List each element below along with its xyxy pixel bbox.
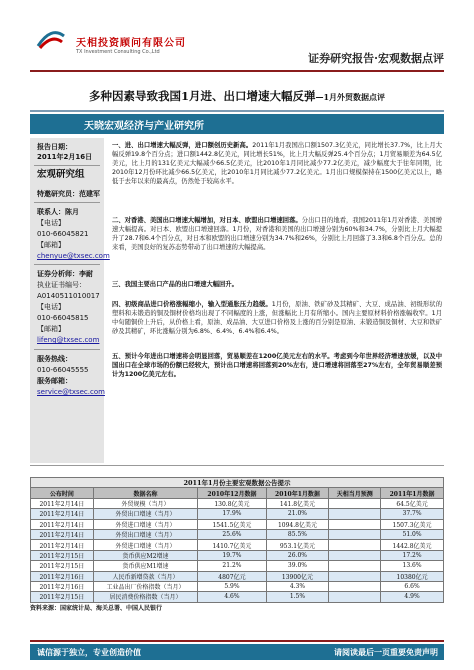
table-cell: 2011年2月16日 <box>31 571 94 581</box>
table-cell: 2011年2月14日 <box>31 529 94 539</box>
footer-divider <box>30 640 444 642</box>
table-row <box>31 509 444 519</box>
guest-analyst: 特邀研究员：范建军 <box>37 190 100 198</box>
paragraph-4-text: 1月份，原油、铁矿砂及其精矿、大豆、成品油、初级形状的塑料和未锻造的铜及铜材价格均出现了不同幅度的上涨，但涨幅比上月有所缩小。国内主要原材料价格涨幅收窄。1月中旬随铜价上升后，从价格上看，原油、成品油、大豆进口价格及上涨的百分别是原油、未锻造铜及铜材、大豆和铁矿砂及其精矿，环比涨幅分别为6.8%、6.4%、6.4%和6.4%。 <box>112 301 442 336</box>
report-title-main: 多种因素导致我国1月进、出口增速大幅反弹 <box>88 89 316 103</box>
table-cell <box>329 550 381 560</box>
table-cell: 2011年2月14日 <box>31 519 94 529</box>
table-cell: 2011年2月14日 <box>31 540 94 550</box>
table-cell: 39.0% <box>266 561 329 571</box>
table-cell: 141.8亿美元 <box>266 498 329 508</box>
contact-tel: 010-66045821 <box>37 230 89 238</box>
paragraph-5-text: 五、预计今年进出口增速将会明显回落，贸易顺差在1200亿美元左右的水平。考虑到今年世界经济增速放缓，以及中国出口在全球市场的份额已经较大，预计出口增速将回落到20%左右，进口增速将回落至27%左右，全年贸易顺差预计为1200亿美元左右。 <box>112 353 442 379</box>
research-group: 宏观研究组 <box>37 169 85 180</box>
table-cell <box>329 581 381 591</box>
macro-data-table <box>30 477 444 603</box>
table-cell: 1410.7亿美元 <box>198 540 266 550</box>
table-cell <box>329 498 381 508</box>
report-date: 2011年2月16日 <box>37 153 93 161</box>
table-row <box>31 540 444 550</box>
table-cell: 外贸规模（当月） <box>93 498 198 508</box>
cert-label: 执业证书编号： <box>37 281 86 289</box>
table-cell: 1541.5亿美元 <box>198 519 266 529</box>
table-cell: 37.7% <box>381 509 444 519</box>
table-cell: 外贸进口增速（当月） <box>93 540 198 550</box>
table-cell: 1.5% <box>266 592 329 602</box>
table-cell: 21.0% <box>266 509 329 519</box>
brand-name-en: TX Investment Consulting Co.,Ltd <box>76 49 160 55</box>
paragraph-3-heading: 三、我国主要出口产品的出口增速大幅回升。 <box>112 281 238 288</box>
paragraph-3 <box>112 280 442 289</box>
table-row <box>31 550 444 560</box>
report-subtitle: —1月外贸数据点评 <box>315 92 386 102</box>
table-row <box>31 592 444 602</box>
table-caption: 2011年1月份主要宏观数据公告提示 <box>31 478 444 488</box>
paragraph-5 <box>112 352 442 397</box>
table-cell: 21.2% <box>198 561 266 571</box>
sidebar-divider <box>34 165 100 166</box>
brand-name-cn: 天相投资顾问有限公司 <box>76 38 186 49</box>
analyst-email-link[interactable]: lifeng@txsec.com <box>37 336 100 344</box>
footer-slogan: 诚信源于独立，专业创造价值 <box>37 648 141 657</box>
table-cell <box>329 592 381 602</box>
table-cell: 85.5% <box>266 529 329 539</box>
paragraph-2-text: 分出口目的地看，我国2011年1月对香港、美国增速大幅提高。对日本、欧盟出口增速回落。1月份，对香港和美国的出口增速分别为60%和34.7%，分别比上月大幅提升了28.7和6.4个百分点，对日本和欧盟的出口增速分别为34.7%和26%，分别比上月回落了3.3和6.8个百分点。总的来看，美国良好的复苏态势带动了出口增速的大幅提高。 <box>112 217 442 252</box>
table-cell <box>329 519 381 529</box>
table-cell: 工业品出厂价格指数（当月） <box>93 581 198 591</box>
contact-name: 联系人：陈月 <box>37 208 79 216</box>
data-source: 资料来源：国家统计局、海关总署、中国人民银行 <box>30 605 163 612</box>
securities-analyst: 证券分析师：李耐 <box>37 270 93 278</box>
table-row <box>31 529 444 539</box>
analyst-tel: 010-66045815 <box>37 314 89 322</box>
table-cell: 外贸出口增速（当月） <box>93 529 198 539</box>
sidebar-divider <box>34 202 100 203</box>
table-header-cell: 2011年1月数据 <box>381 488 444 498</box>
sidebar-divider <box>34 349 100 350</box>
table-cell: 2011年2月15日 <box>31 561 94 571</box>
service-email-link[interactable]: service@txsec.com <box>37 388 105 396</box>
table-cell: 4.6% <box>198 592 266 602</box>
table-cell: 4.9% <box>381 592 444 602</box>
table-cell: 4807亿元 <box>198 571 266 581</box>
table-cell: 2011年2月15日 <box>31 592 94 602</box>
contact-mail-label: 【邮箱】 <box>37 241 65 249</box>
paragraph-2-heading: 二、对香港、美国出口增速大幅增加，对日本、欧盟出口增速回落。 <box>112 217 302 224</box>
table-cell: 货币供应M2增速 <box>93 550 198 560</box>
paragraph-1 <box>112 141 442 205</box>
table-header-cell: 天相当月预测 <box>329 488 381 498</box>
title-divider <box>30 110 444 112</box>
table-cell <box>329 509 381 519</box>
table-cell: 13900亿元 <box>266 571 329 581</box>
company-logo-mark <box>36 30 66 50</box>
table-cell <box>329 571 381 581</box>
table-cell: 10380亿元 <box>381 571 444 581</box>
table-cell: 4.3% <box>266 581 329 591</box>
table-cell: 5.9% <box>198 581 266 591</box>
table-cell: 6.6% <box>381 581 444 591</box>
table-header-cell: 2010年1月数据 <box>266 488 329 498</box>
table-cell: 26.0% <box>266 550 329 560</box>
contact-tel-label: 【电话】 <box>37 219 65 227</box>
table-row <box>31 581 444 591</box>
table-cell: 17.9% <box>198 509 266 519</box>
cert-number: A0140511010017 <box>37 292 100 300</box>
table-cell: 2011年2月15日 <box>31 550 94 560</box>
table-divider <box>30 465 444 466</box>
table-cell: 51.0% <box>381 529 444 539</box>
report-series: 证券研究报告·宏观数据点评 <box>308 52 444 65</box>
table-cell: 2011年2月16日 <box>31 581 94 591</box>
table-cell: 货币供应M1增速 <box>93 561 198 571</box>
footer-disclaimer-note: 请阅读最后一页重要免责声明 <box>334 648 438 657</box>
institute-name: 天晓宏观经济与产业研究所 <box>84 121 204 132</box>
analyst-mail-label: 【邮箱】 <box>37 325 65 333</box>
paragraph-1-heading: 一、进、出口增速大幅反弹，进口额创历史新高。 <box>112 142 253 149</box>
contact-email-link[interactable]: chenyue@txsec.com <box>37 252 110 260</box>
table-cell <box>329 540 381 550</box>
table-cell: 1507.3亿美元 <box>381 519 444 529</box>
service-mail-label: 服务邮箱： <box>37 377 72 385</box>
table-cell: 外贸出口增速（当月） <box>93 509 198 519</box>
service-hotline-label: 服务热线： <box>37 355 72 363</box>
paragraph-4 <box>112 300 442 345</box>
report-title <box>30 88 444 104</box>
paragraph-4-heading: 四、初级商品进口价格涨幅缩小，输入型通胀压力趋缓。 <box>112 301 272 308</box>
table-cell: 1094.8亿美元 <box>266 519 329 529</box>
sidebar-divider <box>34 264 100 265</box>
table-row <box>31 498 444 508</box>
header-divider <box>30 70 444 72</box>
paragraph-2 <box>112 216 442 272</box>
table-body <box>31 498 444 602</box>
table-cell: 外贸进口增速（当月） <box>93 519 198 529</box>
table-cell: 居民消费价格指数（当月） <box>93 592 198 602</box>
table-cell: 17.2% <box>381 550 444 560</box>
report-date-label: 报告日期： <box>37 143 72 151</box>
table-cell: 64.5亿美元 <box>381 498 444 508</box>
table-cell <box>329 529 381 539</box>
table-cell: 13.6% <box>381 561 444 571</box>
table-cell: 2011年2月14日 <box>31 509 94 519</box>
table-cell: 953.1亿美元 <box>266 540 329 550</box>
table-header-cell: 公布时间 <box>31 488 94 498</box>
table-row <box>31 561 444 571</box>
paragraph-1-text: 2011年1月我国出口额1507.3亿美元，同比增长37.7%，比上月大幅反弹19.8个百分点；进口额1442.8亿美元，同比增长51%，比上月大幅反弹25.4个百分点；1月贸易顺差为64.5亿美元，比上月的131亿美元大幅减少66.5亿美元，比2010年1月同比减少77.2亿美元，减少幅度大于往年同期，比2010年12月份环比减少66.5亿美元，比2010年1月同比减少77.2亿美元。1月出口规模保持在1500亿美元以上，略低于去年以来的最高点，仍然处于较高水平。 <box>112 142 443 186</box>
table-cell <box>329 561 381 571</box>
service-hotline: 010-66045555 <box>37 366 89 374</box>
table-cell: 130.8亿美元 <box>198 498 266 508</box>
analyst-tel-label: 【电话】 <box>37 303 65 311</box>
table-cell: 19.7% <box>198 550 266 560</box>
table-cell: 人民币新增贷款（当月） <box>93 571 198 581</box>
table-cell: 1442.8亿美元 <box>381 540 444 550</box>
table-row <box>31 519 444 529</box>
table-cell: 25.6% <box>198 529 266 539</box>
table-row <box>31 571 444 581</box>
table-header-cell: 数据名称 <box>93 488 198 498</box>
table-cell: 2011年2月14日 <box>31 498 94 508</box>
table-header-cell: 2010年12月数据 <box>198 488 266 498</box>
